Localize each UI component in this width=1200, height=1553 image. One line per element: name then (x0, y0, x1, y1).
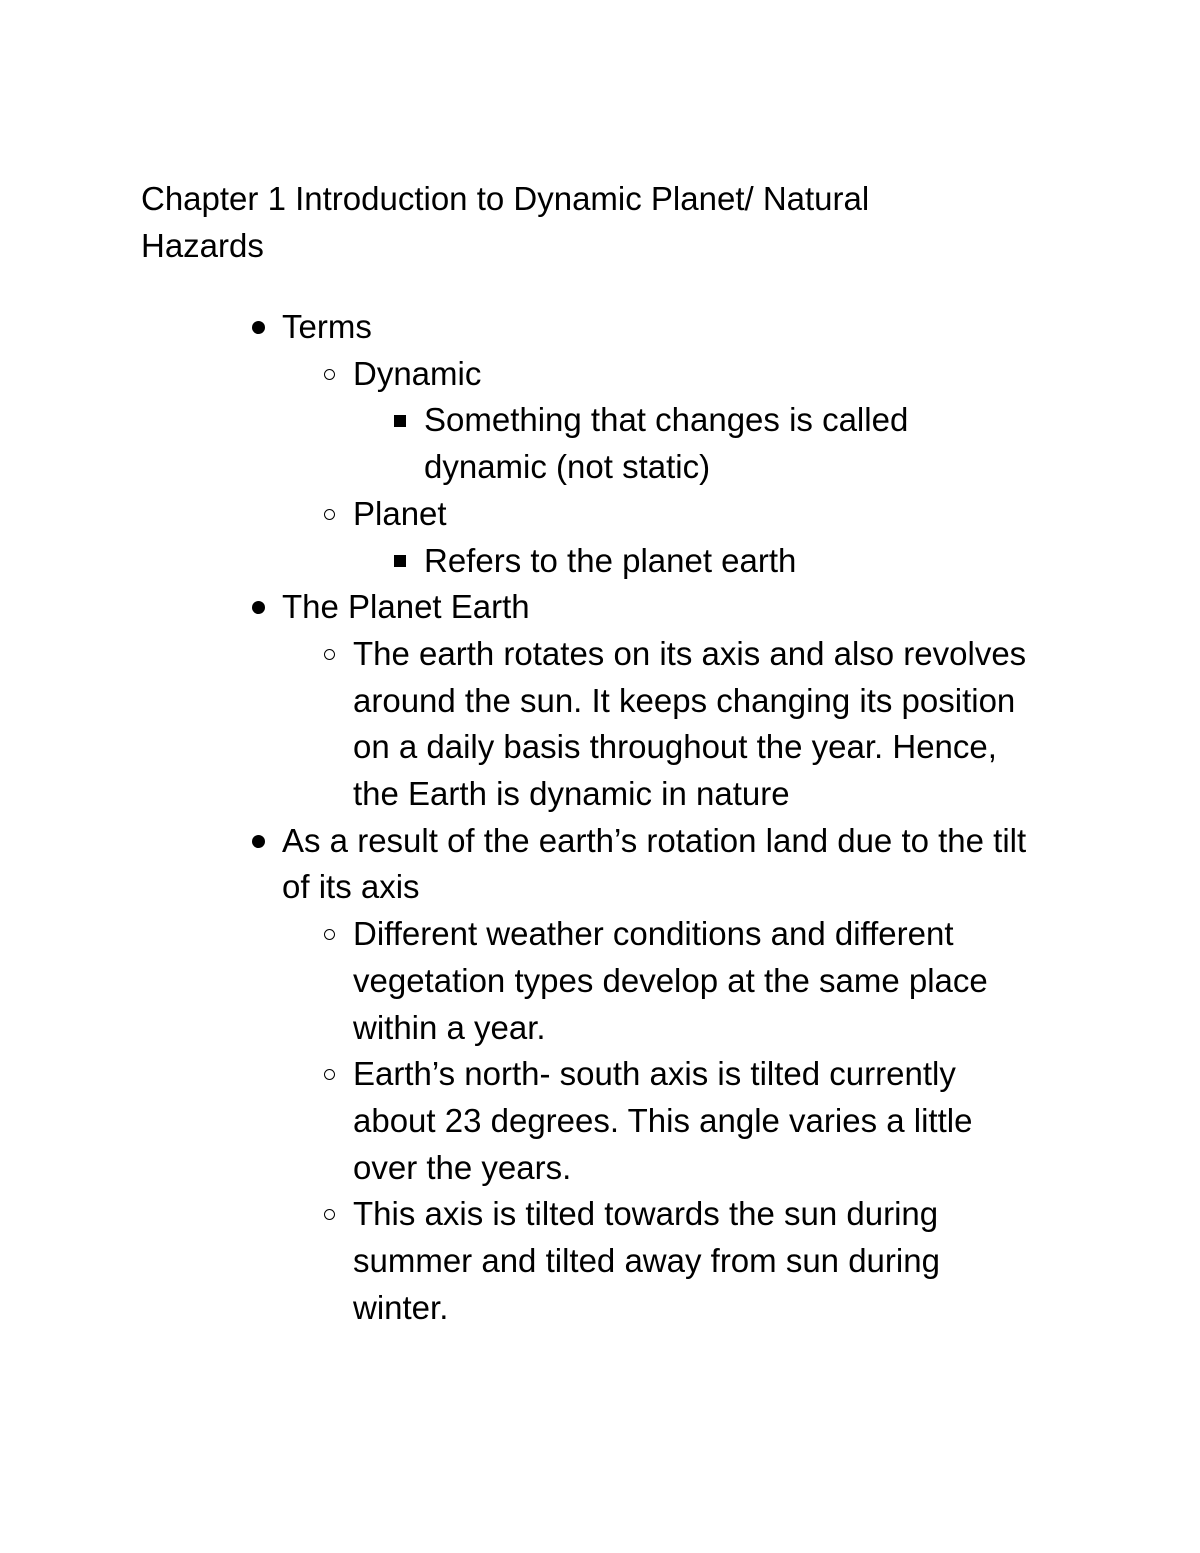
list-item-axis-tilt (0, 818, 1200, 1332)
sublist (0, 397, 1200, 490)
sublist (0, 631, 1200, 818)
list-item-text: Different weather conditions and different vegetation types develop at the same place within a year. (353, 915, 988, 1046)
list-item-text: Earth’s north- south axis is tilted currently about 23 degrees. This angle varies a little over the years. (353, 1055, 973, 1186)
list-item-text: Terms (282, 308, 372, 345)
square-bullet-icon (388, 538, 412, 585)
list-item-text: Something that changes is called dynamic (not static) (424, 401, 909, 486)
sublist (0, 911, 1200, 1331)
list-item-text: The earth rotates on its axis and also revolves around the sun. It keeps changing its position on a daily basis throughout the year. Hence, the Earth is dynamic in nature (353, 634, 1027, 813)
hollow-circle-bullet-icon (317, 491, 341, 538)
list-item-planet (0, 491, 1200, 584)
hollow-circle-bullet-icon (317, 631, 341, 678)
list-item-planet-earth (0, 584, 1200, 818)
list-item-terms (0, 304, 1200, 584)
list-item-text: This axis is tilted towards the sun during summer and tilted away from sun during winter. (353, 1195, 940, 1326)
hollow-circle-bullet-icon (317, 1191, 341, 1238)
page-title: Chapter 1 Introduction to Dynamic Planet/ Natural Hazards (141, 180, 870, 264)
list-item-dynamic-definition (0, 397, 1200, 490)
list-item-text: Refers to the planet earth (424, 541, 797, 579)
list-item-text: Dynamic (353, 354, 482, 392)
list-item-axis-angle (0, 1051, 1200, 1191)
hollow-circle-bullet-icon (317, 351, 341, 398)
list-item-text: Planet (353, 494, 447, 532)
sublist (0, 538, 1200, 585)
list-item-planet-definition (0, 538, 1200, 585)
filled-circle-bullet-icon (246, 304, 270, 351)
filled-circle-bullet-icon (246, 818, 270, 865)
list-item-seasons (0, 1191, 1200, 1331)
list-item-text: As a result of the earth’s rotation land due to the tilt of its axis (282, 821, 1027, 906)
list-item-weather-vegetation (0, 911, 1200, 1051)
outline-list (0, 304, 1200, 1331)
sublist (0, 351, 1200, 585)
list-item-text: The Planet Earth (282, 588, 530, 626)
hollow-circle-bullet-icon (317, 1051, 341, 1098)
square-bullet-icon (388, 397, 412, 444)
filled-circle-bullet-icon (246, 584, 270, 631)
list-item-dynamic (0, 351, 1200, 491)
hollow-circle-bullet-icon (317, 911, 341, 958)
list-item-earth-rotation (0, 631, 1200, 818)
